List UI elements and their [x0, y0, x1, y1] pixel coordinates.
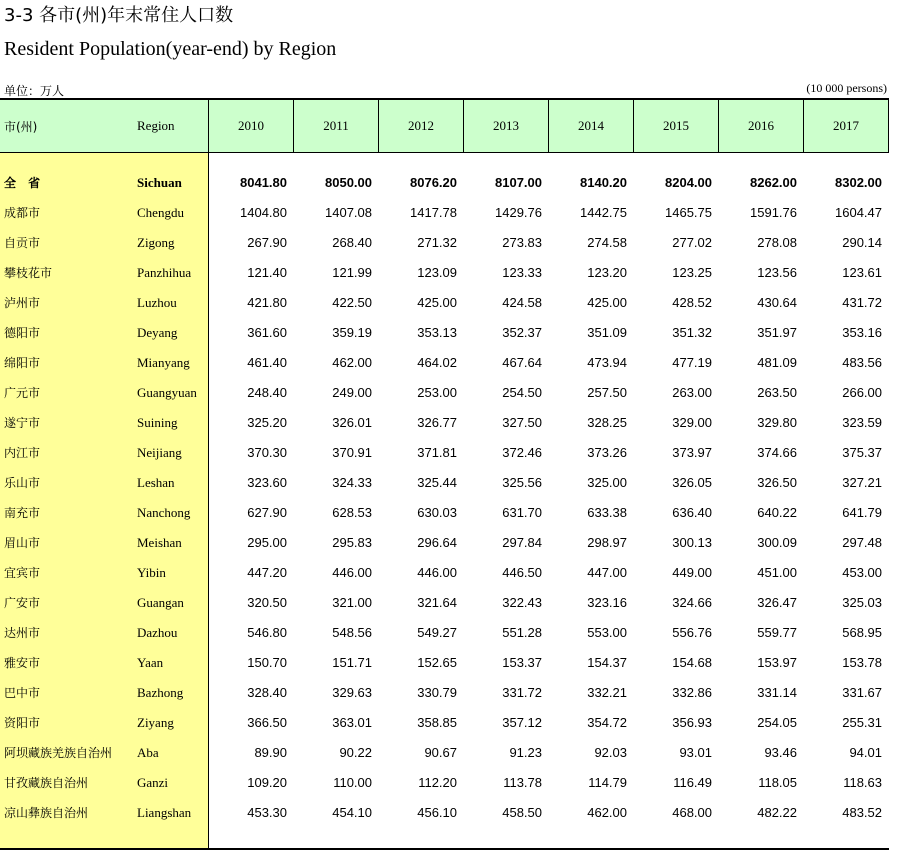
region-name-cn: 甘孜藏族自治州	[4, 776, 89, 790]
population-table	[0, 98, 889, 850]
value-cell: 630.03	[417, 505, 457, 520]
region-name-cn: 宜宾市	[4, 566, 41, 580]
region-name-en: Chengdu	[137, 205, 184, 220]
value-cell: 449.00	[672, 565, 712, 580]
value-cell: 263.00	[672, 385, 712, 400]
region-name-cn: 广元市	[4, 386, 41, 400]
value-cell: 152.65	[417, 655, 457, 670]
value-cell: 462.00	[332, 355, 372, 370]
value-cell: 327.21	[842, 475, 882, 490]
value-cell: 324.33	[332, 475, 372, 490]
year-header-3: 2013	[464, 100, 549, 152]
value-cell: 363.01	[332, 715, 372, 730]
value-cell: 425.00	[587, 295, 627, 310]
value-cell: 329.00	[672, 415, 712, 430]
table-row	[0, 738, 889, 768]
value-cell: 320.50	[247, 595, 287, 610]
table-row	[0, 708, 889, 738]
table-row	[0, 258, 889, 288]
region-name-cn: 南充市	[4, 506, 41, 520]
value-cell: 123.33	[502, 265, 542, 280]
value-cell: 278.08	[757, 235, 797, 250]
value-cell: 290.14	[842, 235, 882, 250]
value-cell: 323.59	[842, 415, 882, 430]
value-cell: 326.01	[332, 415, 372, 430]
value-cell: 546.80	[247, 625, 287, 640]
value-cell: 8041.80	[240, 175, 287, 190]
value-cell: 8204.00	[665, 175, 712, 190]
value-cell: 430.64	[757, 295, 797, 310]
value-cell: 300.13	[672, 535, 712, 550]
value-cell: 356.93	[672, 715, 712, 730]
value-cell: 458.50	[502, 805, 542, 820]
value-cell: 332.21	[587, 685, 627, 700]
value-cell: 295.00	[247, 535, 287, 550]
region-name-cn: 泸州市	[4, 296, 41, 310]
value-cell: 467.64	[502, 355, 542, 370]
value-cell: 110.00	[333, 775, 372, 790]
value-cell: 93.01	[679, 745, 712, 760]
value-cell: 325.03	[842, 595, 882, 610]
value-cell: 462.00	[587, 805, 627, 820]
value-cell: 249.00	[332, 385, 372, 400]
table-row	[0, 768, 889, 798]
value-cell: 374.66	[757, 445, 797, 460]
year-header-0: 2010	[209, 100, 294, 152]
value-cell: 361.60	[247, 325, 287, 340]
table-row	[0, 798, 889, 828]
value-cell: 447.00	[587, 565, 627, 580]
region-name-en: Ganzi	[137, 775, 169, 790]
value-cell: 373.26	[587, 445, 627, 460]
value-cell: 354.72	[587, 715, 627, 730]
value-cell: 328.25	[587, 415, 627, 430]
table-row	[0, 588, 889, 618]
value-cell: 321.00	[332, 595, 372, 610]
value-cell: 373.97	[672, 445, 712, 460]
value-cell: 1604.47	[835, 205, 882, 220]
region-name-en: Meishan	[137, 535, 182, 550]
value-cell: 556.76	[672, 625, 712, 640]
value-cell: 321.64	[417, 595, 457, 610]
value-cell: 327.50	[502, 415, 542, 430]
value-cell: 1591.76	[750, 205, 797, 220]
value-cell: 366.50	[247, 715, 287, 730]
value-cell: 446.00	[332, 565, 372, 580]
region-name-cn: 凉山彝族自治州	[4, 806, 89, 820]
value-cell: 92.03	[594, 745, 627, 760]
value-cell: 461.40	[247, 355, 287, 370]
value-cell: 271.32	[417, 235, 457, 250]
value-cell: 297.48	[842, 535, 882, 550]
value-cell: 273.83	[502, 235, 542, 250]
value-cell: 8140.20	[580, 175, 627, 190]
region-name-cn: 成都市	[4, 206, 41, 220]
value-cell: 359.19	[332, 325, 372, 340]
value-cell: 322.43	[502, 595, 542, 610]
table-row	[0, 498, 889, 528]
table-row	[0, 558, 889, 588]
region-name-cn: 遂宁市	[4, 416, 41, 430]
value-cell: 277.02	[672, 235, 712, 250]
region-name-en: Aba	[137, 745, 159, 760]
value-cell: 371.81	[417, 445, 457, 460]
table-row	[0, 528, 889, 558]
value-cell: 1404.80	[240, 205, 287, 220]
value-cell: 1465.75	[665, 205, 712, 220]
region-name-en: Guangan	[137, 595, 184, 610]
value-cell: 353.13	[417, 325, 457, 340]
value-cell: 549.27	[417, 625, 457, 640]
region-name-en: Liangshan	[137, 805, 192, 820]
table-row	[0, 648, 889, 678]
value-cell: 254.50	[502, 385, 542, 400]
region-name-cn: 德阳市	[4, 326, 41, 340]
region-name-cn: 资阳市	[4, 716, 41, 730]
value-cell: 248.40	[247, 385, 287, 400]
table-row	[0, 378, 889, 408]
value-cell: 266.00	[842, 385, 882, 400]
value-cell: 483.52	[842, 805, 882, 820]
value-cell: 325.20	[247, 415, 287, 430]
region-header-cell	[0, 100, 209, 152]
value-cell: 548.56	[332, 625, 372, 640]
value-cell: 640.22	[757, 505, 797, 520]
value-cell: 370.30	[247, 445, 287, 460]
value-cell: 326.05	[672, 475, 712, 490]
region-name-en: Ziyang	[137, 715, 174, 730]
value-cell: 123.56	[757, 265, 797, 280]
value-cell: 296.64	[417, 535, 457, 550]
value-cell: 375.37	[842, 445, 882, 460]
value-cell: 154.37	[587, 655, 627, 670]
table-row	[0, 198, 889, 228]
value-cell: 113.78	[503, 775, 542, 790]
region-name-en: Guangyuan	[137, 385, 197, 400]
value-cell: 351.97	[757, 325, 797, 340]
value-cell: 482.22	[757, 805, 797, 820]
year-header-2: 2012	[379, 100, 464, 152]
city-header: 市(州)	[4, 120, 38, 134]
value-cell: 8302.00	[835, 175, 882, 190]
value-cell: 323.16	[587, 595, 627, 610]
year-header-1: 2011	[294, 100, 379, 152]
value-cell: 447.20	[247, 565, 287, 580]
value-cell: 329.63	[332, 685, 372, 700]
region-name-cn: 全 省	[4, 176, 45, 190]
value-cell: 481.09	[757, 355, 797, 370]
region-name-cn: 眉山市	[4, 536, 41, 550]
value-cell: 633.38	[587, 505, 627, 520]
value-cell: 93.46	[764, 745, 797, 760]
value-cell: 1442.75	[580, 205, 627, 220]
value-cell: 257.50	[587, 385, 627, 400]
value-cell: 325.44	[417, 475, 457, 490]
value-cell: 298.97	[587, 535, 627, 550]
region-name-en: Leshan	[137, 475, 175, 490]
value-cell: 431.72	[842, 295, 882, 310]
value-cell: 116.49	[673, 775, 712, 790]
value-cell: 295.83	[332, 535, 372, 550]
value-cell: 151.71	[332, 655, 372, 670]
value-cell: 8076.20	[410, 175, 457, 190]
table-body	[0, 152, 889, 828]
value-cell: 631.70	[502, 505, 542, 520]
year-header-7: 2017	[804, 100, 889, 152]
table-row	[0, 318, 889, 348]
region-name-cn: 雅安市	[4, 656, 41, 670]
region-name-cn: 内江市	[4, 446, 41, 460]
value-cell: 121.99	[332, 265, 372, 280]
value-cell: 118.63	[843, 775, 882, 790]
value-cell: 154.68	[672, 655, 712, 670]
value-cell: 331.14	[757, 685, 797, 700]
region-name-cn: 巴中市	[4, 686, 41, 700]
region-name-en: Nanchong	[137, 505, 191, 520]
value-cell: 1407.08	[325, 205, 372, 220]
region-name-cn: 攀枝花市	[4, 266, 53, 280]
value-cell: 451.00	[757, 565, 797, 580]
value-cell: 453.30	[247, 805, 287, 820]
year-header-5: 2015	[634, 100, 719, 152]
table-row	[0, 168, 889, 198]
region-name-en: Suining	[137, 415, 178, 430]
value-cell: 628.53	[332, 505, 372, 520]
value-cell: 446.50	[502, 565, 542, 580]
value-cell: 453.00	[842, 565, 882, 580]
value-cell: 325.00	[587, 475, 627, 490]
value-cell: 323.60	[247, 475, 287, 490]
region-name-en: Deyang	[137, 325, 178, 340]
value-cell: 153.78	[842, 655, 882, 670]
value-cell: 428.52	[672, 295, 712, 310]
region-header: Region	[137, 118, 175, 133]
value-cell: 454.10	[332, 805, 372, 820]
value-cell: 297.84	[502, 535, 542, 550]
value-cell: 268.40	[332, 235, 372, 250]
region-name-en: Sichuan	[137, 175, 182, 190]
region-name-cn: 乐山市	[4, 476, 41, 490]
value-cell: 274.58	[587, 235, 627, 250]
region-name-en: Yaan	[137, 655, 164, 670]
value-cell: 326.47	[757, 595, 797, 610]
table-row	[0, 348, 889, 378]
value-cell: 123.09	[417, 265, 457, 280]
value-cell: 353.16	[842, 325, 882, 340]
table-row	[0, 288, 889, 318]
unit-label-english: (10 000 persons)	[806, 81, 887, 95]
value-cell: 553.00	[587, 625, 627, 640]
value-cell: 332.86	[672, 685, 712, 700]
value-cell: 325.56	[502, 475, 542, 490]
value-cell: 351.32	[672, 325, 712, 340]
value-cell: 636.40	[672, 505, 712, 520]
value-cell: 1429.76	[495, 205, 542, 220]
region-name-cn: 阿坝藏族羌族自治州	[4, 746, 113, 760]
value-cell: 109.20	[247, 775, 287, 790]
value-cell: 153.37	[502, 655, 542, 670]
title-english: Resident Population(year-end) by Region	[4, 38, 337, 60]
value-cell: 641.79	[842, 505, 882, 520]
value-cell: 331.67	[842, 685, 882, 700]
region-name-en: Luzhou	[137, 295, 177, 310]
value-cell: 123.61	[842, 265, 882, 280]
table-row	[0, 618, 889, 648]
value-cell: 551.28	[502, 625, 542, 640]
value-cell: 422.50	[332, 295, 372, 310]
value-cell: 1417.78	[410, 205, 457, 220]
value-cell: 352.37	[502, 325, 542, 340]
value-cell: 358.85	[417, 715, 457, 730]
value-cell: 253.00	[417, 385, 457, 400]
table-header-row	[0, 100, 889, 153]
value-cell: 328.40	[247, 685, 287, 700]
region-name-cn: 自贡市	[4, 236, 41, 250]
table-row	[0, 228, 889, 258]
value-cell: 89.90	[254, 745, 287, 760]
value-cell: 421.80	[247, 295, 287, 310]
value-cell: 326.77	[417, 415, 457, 430]
value-cell: 255.31	[842, 715, 882, 730]
value-cell: 477.19	[672, 355, 712, 370]
value-cell: 112.20	[418, 775, 457, 790]
region-name-en: Yibin	[137, 565, 166, 580]
value-cell: 370.91	[332, 445, 372, 460]
value-cell: 331.72	[502, 685, 542, 700]
region-name-en: Panzhihua	[137, 265, 192, 280]
value-cell: 568.95	[842, 625, 882, 640]
region-name-cn: 广安市	[4, 596, 41, 610]
value-cell: 94.01	[849, 745, 882, 760]
value-cell: 372.46	[502, 445, 542, 460]
region-name-en: Dazhou	[137, 625, 178, 640]
table-row	[0, 678, 889, 708]
value-cell: 123.20	[587, 265, 627, 280]
value-cell: 473.94	[587, 355, 627, 370]
region-name-cn: 绵阳市	[4, 356, 41, 370]
value-cell: 329.80	[757, 415, 797, 430]
year-header-4: 2014	[549, 100, 634, 152]
value-cell: 324.66	[672, 595, 712, 610]
value-cell: 424.58	[502, 295, 542, 310]
value-cell: 90.22	[339, 745, 372, 760]
value-cell: 326.50	[757, 475, 797, 490]
value-cell: 627.90	[247, 505, 287, 520]
value-cell: 483.56	[842, 355, 882, 370]
value-cell: 8050.00	[325, 175, 372, 190]
value-cell: 123.25	[672, 265, 712, 280]
value-cell: 254.05	[757, 715, 797, 730]
value-cell: 8262.00	[750, 175, 797, 190]
value-cell: 351.09	[587, 325, 627, 340]
unit-label-chinese: 单位：万人	[4, 84, 65, 98]
value-cell: 114.79	[588, 775, 627, 790]
value-cell: 468.00	[672, 805, 712, 820]
table-row	[0, 408, 889, 438]
title-chinese: 3-3 各市(州)年末常住人口数	[4, 5, 234, 26]
year-header-6: 2016	[719, 100, 804, 152]
region-name-en: Bazhong	[137, 685, 184, 700]
value-cell: 446.00	[417, 565, 457, 580]
region-name-en: Neijiang	[137, 445, 182, 460]
value-cell: 267.90	[247, 235, 287, 250]
value-cell: 150.70	[247, 655, 287, 670]
value-cell: 357.12	[502, 715, 542, 730]
table-row	[0, 438, 889, 468]
value-cell: 464.02	[417, 355, 457, 370]
value-cell: 8107.00	[495, 175, 542, 190]
value-cell: 90.67	[424, 745, 457, 760]
value-cell: 456.10	[417, 805, 457, 820]
region-name-cn: 达州市	[4, 626, 41, 640]
value-cell: 425.00	[417, 295, 457, 310]
region-name-en: Zigong	[137, 235, 175, 250]
value-cell: 121.40	[247, 265, 287, 280]
value-cell: 330.79	[417, 685, 457, 700]
value-cell: 263.50	[757, 385, 797, 400]
table-row	[0, 468, 889, 498]
value-cell: 91.23	[509, 745, 542, 760]
value-cell: 300.09	[757, 535, 797, 550]
value-cell: 118.05	[758, 775, 797, 790]
value-cell: 153.97	[757, 655, 797, 670]
region-name-en: Mianyang	[137, 355, 190, 370]
value-cell: 559.77	[757, 625, 797, 640]
